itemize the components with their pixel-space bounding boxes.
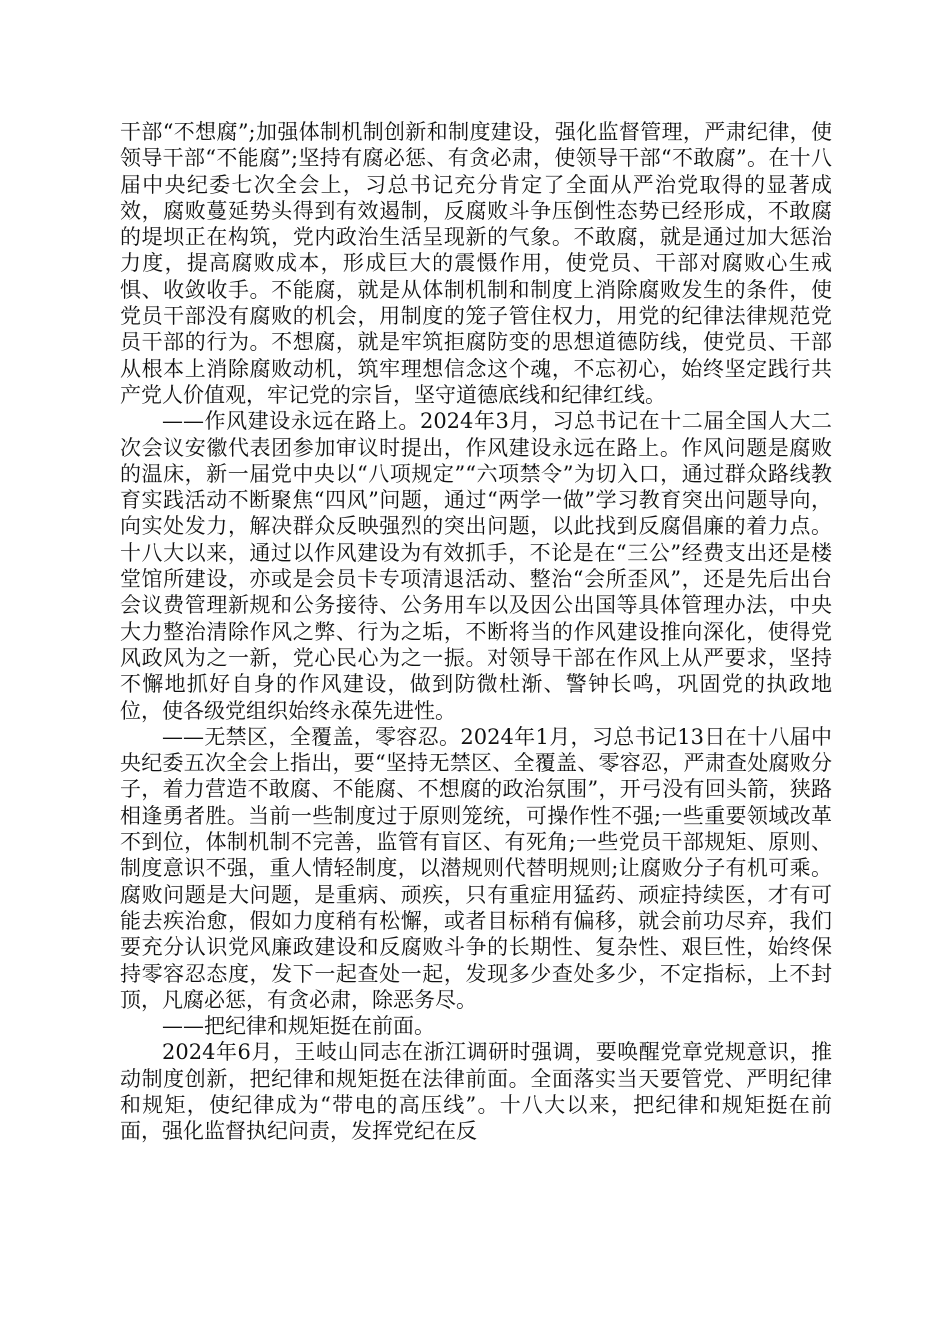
paragraph-1: 干部“不想腐”;加强体制机制创新和制度建设，强化监督管理，严肃纪律，使领导干部“不能腐”;坚持有腐必惩、有贪必肃，使领导干部“不敢腐”。在十八届中央纪委七次全会上，习总书记充分肯定了全面从严治党取得的显著成效，腐败蔓延势头得到有效遏制，反腐败斗争压倒性态势已经形成，不敢腐的堤坝正在构筑，党内政治生活呈现新的气象。不敢腐，就是通过加大惩治力度，提高腐败成本，形成巨大的震慑作用，使党员、干部对腐败心生戒惧、收敛收手。不能腐，就是从体制机制和制度上消除腐败发生的条件，使党员干部没有腐败的机会，用制度的笼子管住权力，用党的纪律法律规范党员干部的行为。不想腐，就是牢筑拒腐防变的思想道德防线，使党员、干部从根本上消除腐败动机，筑牢理想信念这个魂，不忘初心，始终坚定践行共产党人价值观，牢记党的宗旨，坚守道德底线和纪律红线。	[120, 120, 832, 407]
paragraph-4-heading: ——把纪律和规矩挺在前面。	[162, 1014, 435, 1039]
paragraph-3: ——无禁区，全覆盖，零容忍。2024年1月，习总书记13日在十八届中央纪委五次全会上指出，要“坚持无禁区、全覆盖、零容忍，严肃查处腐败分子，着力营造不敢腐、不能腐、不想腐的政治氛围”，开弓没有回头箭，狭路相逢勇者胜。当前一些制度过于原则笼统，可操作性不强;一些重要领域改革不到位，体制机制不完善，监管有盲区、有死角;一些党员干部规矩、原则、制度意识不强，重人情轻制度，以潜规则代替明规则;让腐败分子有机可乘。腐败问题是大问题，是重病、顽疾，只有重症用猛药、顽症持续医，才有可能去疾治愈，假如力度稍有松懈，或者目标稍有偏移，就会前功尽弃，我们要充分认识党风廉政建设和反腐败斗争的长期性、复杂性、艰巨性，始终保持零容忍态度，发下一起查处一起，发现多少查处多少，不定指标，上不封顶，凡腐必惩，有贪必肃，除恶务尽。	[120, 724, 832, 1012]
paragraph-2: ——作风建设永远在路上。2024年3月，习总书记在十二届全国人大二次会议安徽代表团参加审议时提出，作风建设永远在路上。作风问题是腐败的温床，新一届党中央以“八项规定”“六项禁令”为切入口，通过群众路线教育实践活动不断聚焦“四风”问题，通过“两学一做”学习教育突出问题导向，向实处发力，解决群众反映强烈的突出问题，以此找到反腐倡廉的着力点。十八大以来，通过以作风建设为有效抓手，不论是在“三公”经费支出还是楼堂馆所建设，亦或是会员卡专项清退活动、整治“会所歪风”，还是先后出台会议费管理新规和公务接待、公务用车以及因公出国等具体管理办法，中央大力整治清除作风之弊、行为之垢，不断将当的作风建设推向深化，使得党风政风为之一新，党心民心为之一振。对领导干部在作风上从严要求，坚持不懈地抓好自身的作风建设，做到防微杜渐、警钟长鸣，巩固党的执政地位，使各级党组织始终永葆先进性。	[120, 409, 832, 723]
document-body	[120, 119, 832, 1145]
paragraph-5: 2024年6月，王岐山同志在浙江调研时强调，要唤醒党章党规意识，推动制度创新，把纪律和规矩挺在法律前面。全面落实当天要管党、严明纪律和规矩，使纪律成为“带电的高压线”。十八大以来，把纪律和规矩挺在前面，强化监督执纪问责，发挥党纪在反	[120, 1040, 832, 1144]
